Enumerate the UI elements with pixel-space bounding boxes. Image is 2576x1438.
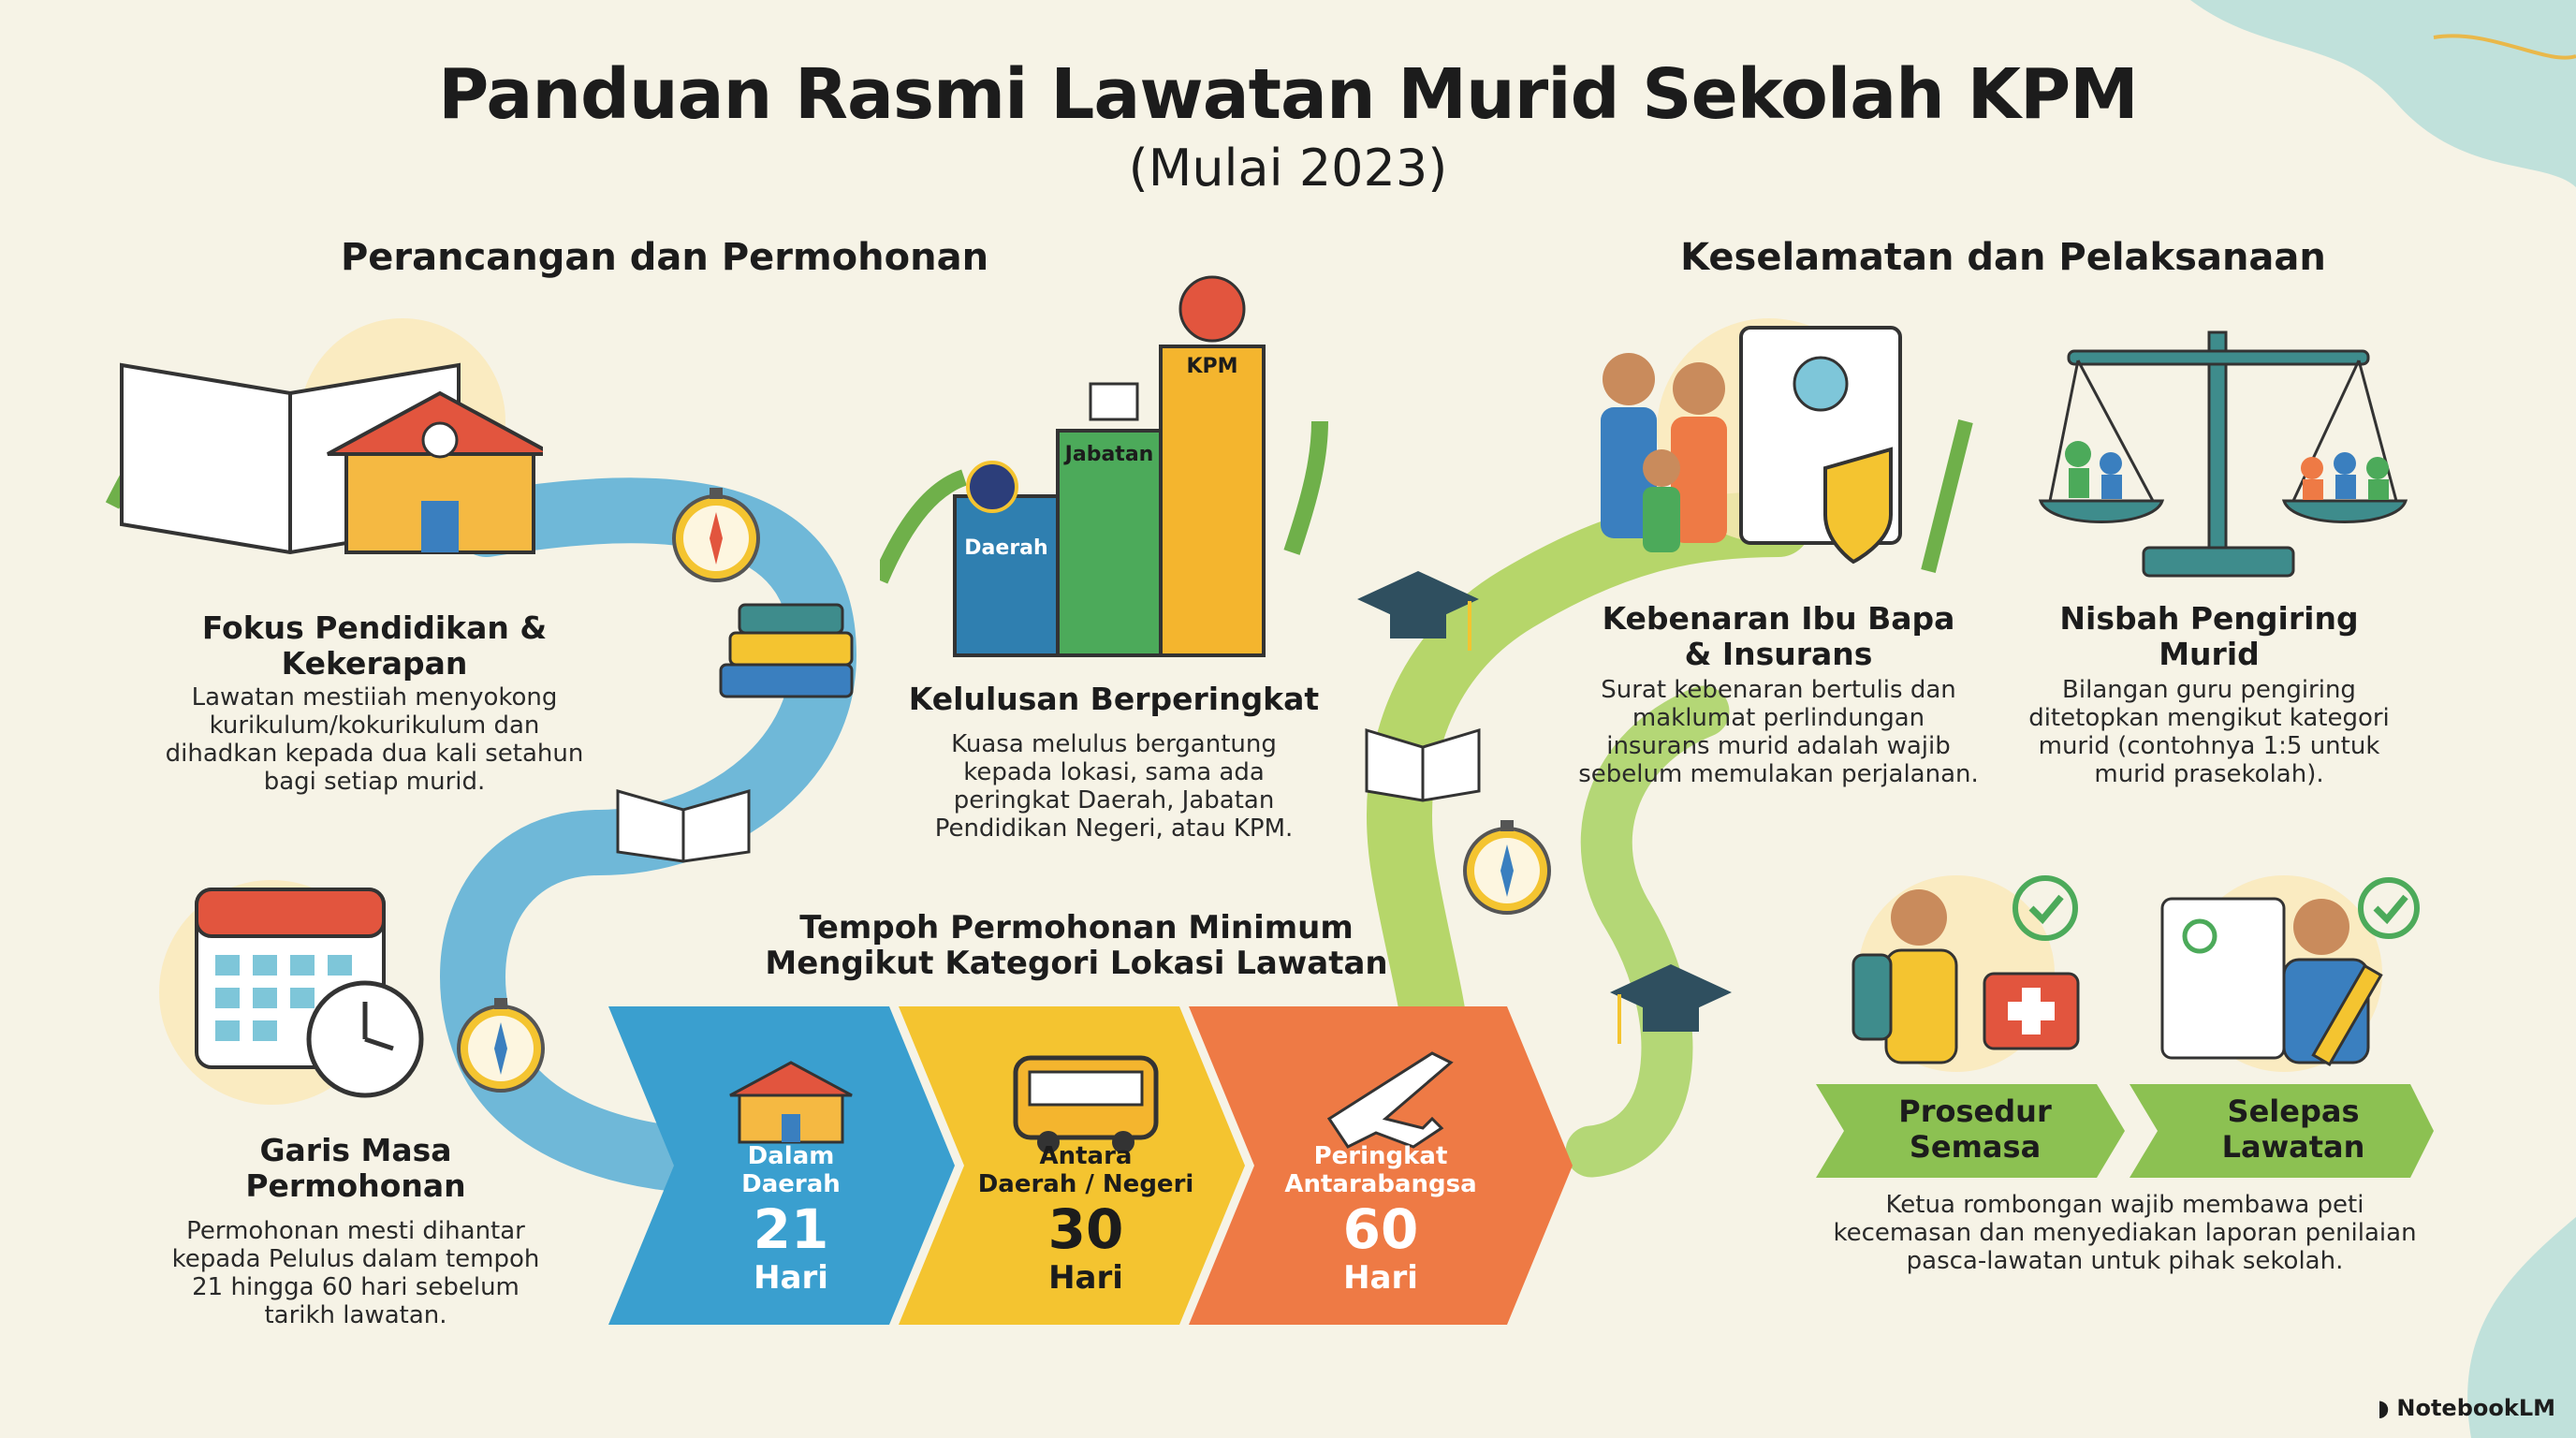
days-30: 30 <box>1047 1197 1124 1261</box>
report-writing-illustration <box>2144 861 2424 1077</box>
brand-notebooklm: ◗ NotebookLM <box>2377 1395 2555 1421</box>
approval-staircase <box>880 271 1329 665</box>
family-consent-illustration <box>1573 309 1984 590</box>
fokus-title: Fokus Pendidikan & Kekerapan <box>201 609 548 682</box>
compass-icon <box>665 482 768 585</box>
book-stack-icon <box>711 599 861 712</box>
kebenaran-title: Kebenaran Ibu Bapa & Insurans <box>1602 600 1955 672</box>
days-60: 60 <box>1342 1197 1419 1261</box>
section-right-title: Keselamatan dan Pelaksanaan <box>1680 236 2326 279</box>
step-kpm: KPM <box>1186 355 1238 378</box>
page-title: Panduan Rasmi Lawatan Murid Sekolah KPM <box>438 54 2138 135</box>
kelulusan-body: Kuasa melulus bergantung kepada lokasi, sama ada peringkat Daerah, Jabatan Pendidikan Negeri, atau KPM. <box>934 730 1294 843</box>
traveler-firstaid-illustration <box>1835 861 2097 1077</box>
graduation-cap-icon <box>1605 955 1736 1058</box>
tempoh-item-dalam-daerah: Dalam Daerah 21 Hari <box>693 1142 889 1296</box>
page-subtitle: (Mulai 2023) <box>1128 139 1448 198</box>
compass-icon <box>449 992 552 1095</box>
tempoh-title: Tempoh Permohonan Minimum Mengikut Kategori Lokasi Lawatan <box>765 909 1388 982</box>
kelulusan-title: Kelulusan Berperingkat <box>908 681 1320 717</box>
prosedur-label-semasa: Prosedur Semasa <box>1898 1093 2052 1165</box>
balance-scale-illustration <box>2022 314 2415 594</box>
kebenaran-body: Surat kebenaran bertulis dan maklumat perlindungan insurans murid adalah wajib sebelum memulakan perjalanan. <box>1578 676 1979 788</box>
step-jabatan: Jabatan <box>1064 443 1154 466</box>
section-left-title: Perancangan dan Permohonan <box>340 236 989 279</box>
prosedur-body: Ketua rombongan wajib membawa peti kecemasan dan menyediakan laporan penilaian pasca-lawatan untuk pihak sekolah. <box>1833 1191 2417 1275</box>
days-21: 21 <box>753 1197 829 1261</box>
calendar-clock-illustration <box>112 871 449 1114</box>
tempoh-item-antarabangsa: Peringkat Antarabangsa 60 Hari <box>1264 1142 1498 1296</box>
garis-body: Permohonan mesti dihantar kepada Pelulus dalam tempoh 21 hingga 60 hari sebelum tarikh lawatan. <box>171 1217 540 1329</box>
bus-icon <box>1016 1058 1156 1153</box>
tempoh-item-antara-daerah: Antara Daerah / Negeri 30 Hari <box>964 1142 1208 1296</box>
nisbah-body: Bilangan guru pengiring ditetopkan mengikut kategori murid (contohnya 1:5 untuk murid prasekolah). <box>2028 676 2390 788</box>
compass-icon <box>1456 814 1559 917</box>
graduation-cap-icon <box>1353 562 1484 665</box>
prosedur-label-selepas: Selepas Lawatan <box>2221 1093 2365 1165</box>
step-daerah: Daerah <box>964 536 1048 560</box>
nisbah-title: Nisbah Pengiring Murid <box>2059 600 2359 672</box>
garis-title: Garis Masa Permohonan <box>245 1132 466 1204</box>
notebooklm-icon: ◗ <box>2377 1395 2390 1421</box>
book-school-illustration <box>103 309 543 580</box>
fokus-body: Lawatan mestiiah menyokong kurikulum/kokurikulum dan dihadkan kepada dua kali setahun bagi setiap murid. <box>165 683 584 796</box>
